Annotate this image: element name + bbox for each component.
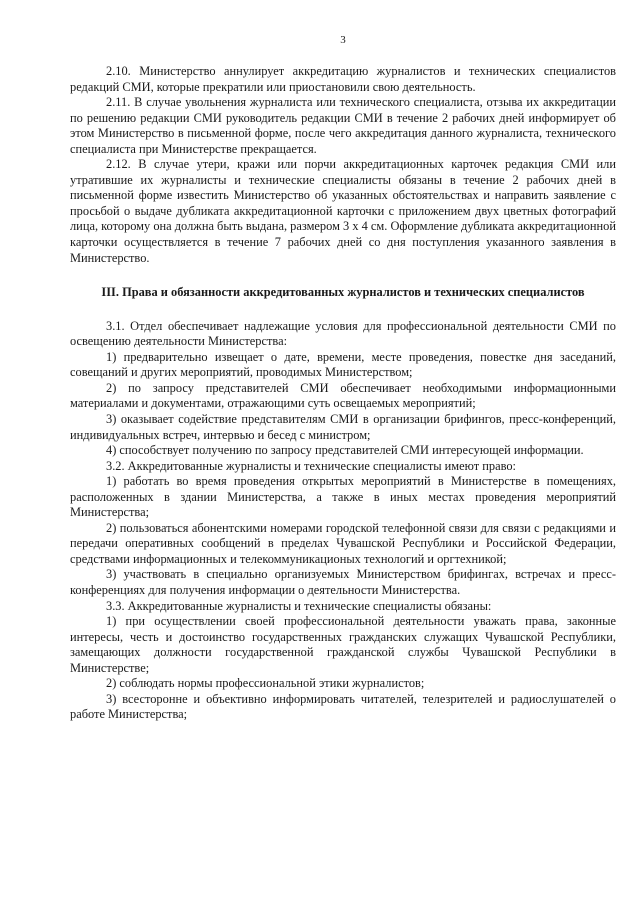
list-item-3-1-2: 2) по запросу представителей СМИ обеспечивает необходимыми информационными материалами и документами, отражающими суть освещаемых мероприятий;: [70, 380, 616, 411]
page-number: 3: [340, 34, 346, 46]
paragraph-3-2: 3.2. Аккредитованные журналисты и технические специалисты имеют право:: [106, 458, 516, 473]
section-2-continuation: [70, 64, 616, 266]
list-item-3-3-2: 2) соблюдать нормы профессиональной этики журналистов;: [106, 676, 425, 691]
list-item-3-3-1: 1) при осуществлении своей профессиональной деятельности уважать права, законные интересы, честь и достоинство государственных гражданских служащих Чувашской Республики, замещающих должности государственной гражданской службы Чувашской Республики в Министерстве;: [70, 614, 616, 675]
list-item-3-3-3: 3) всесторонне и объективно информировать читателей, телезрителей и радиослушателей о работе Министерства;: [70, 691, 616, 722]
document-page: [70, 34, 616, 723]
list-item-3-2-1: 1) работать во время проведения открытых мероприятий в Министерстве в помещениях, расположенных в здании Министерства, а также в иных местах проведения мероприятий Министерства;: [70, 474, 616, 520]
section-3-heading: III. Права и обязанности аккредитованных журналистов и технических специалистов: [101, 285, 585, 300]
paragraph-3-1: 3.1. Отдел обеспечивает надлежащие условия для профессиональной деятельности СМИ по освещению деятельности Министерства:: [70, 318, 616, 349]
paragraph-2-11: 2.11. В случае увольнения журналиста или технического специалиста, отзыва их аккредитации по решению редакции СМИ руководитель редакции СМИ в течение 2 рабочих дней информирует об этом Министерство в письменной форме, после чего аккредитация данного журналиста, технического специалиста при Министерстве прекращается.: [70, 95, 616, 156]
list-item-3-1-1: 1) предварительно извещает о дате, времени, месте проведения, повестке дня заседаний, совещаний и других мероприятий, проводимых Министерством;: [70, 349, 616, 380]
paragraph-3-3: 3.3. Аккредитованные журналисты и технические специалисты обязаны:: [106, 598, 492, 613]
list-item-3-2-3: 3) участвовать в специально организуемых Министерством брифингах, встречах и пресс-конференциях для получения информации о деятельности Министерства.: [70, 567, 616, 597]
paragraph-2-12: 2.12. В случае утери, кражи или порчи аккредитационных карточек редакция СМИ или утратившие их журналисты и технические специалисты обязаны в течение 2 рабочих дней в письменной форме известить Министерство об указанных обстоятельствах и направить заявление с просьбой о выдаче дубликата аккредитационной карточки с приложением двух цветных фотографий лица, которому она должна быть выдана, размером 3 х 4 см. Оформление дубликата аккредитационной карточки осуществляется в течение 7 рабочих дней со дня поступления указанного заявления в Министерство.: [70, 157, 616, 265]
section-3-body: [70, 319, 616, 723]
paragraph-2-10: 2.10. Министерство аннулирует аккредитацию журналистов и технических специалистов редакций СМИ, которые прекратили или приостановили свою деятельность.: [70, 64, 616, 94]
list-item-3-2-2: 2) пользоваться абонентскими номерами городской телефонной связи для связи с редакциями и передачи оперативных сообщений в пределах Чувашской Республики и Российской Федерации, средствами информационных и телекоммуникационых технологий и оргтехникой;: [70, 520, 616, 566]
list-item-3-1-3: 3) оказывает содействие представителям СМИ в организации брифингов, пресс-конференций, индивидуальных встреч, интервью и бесед с министром;: [70, 411, 616, 442]
list-item-3-1-4: 4) способствует получению по запросу представителей СМИ интересующей информации.: [106, 443, 584, 458]
